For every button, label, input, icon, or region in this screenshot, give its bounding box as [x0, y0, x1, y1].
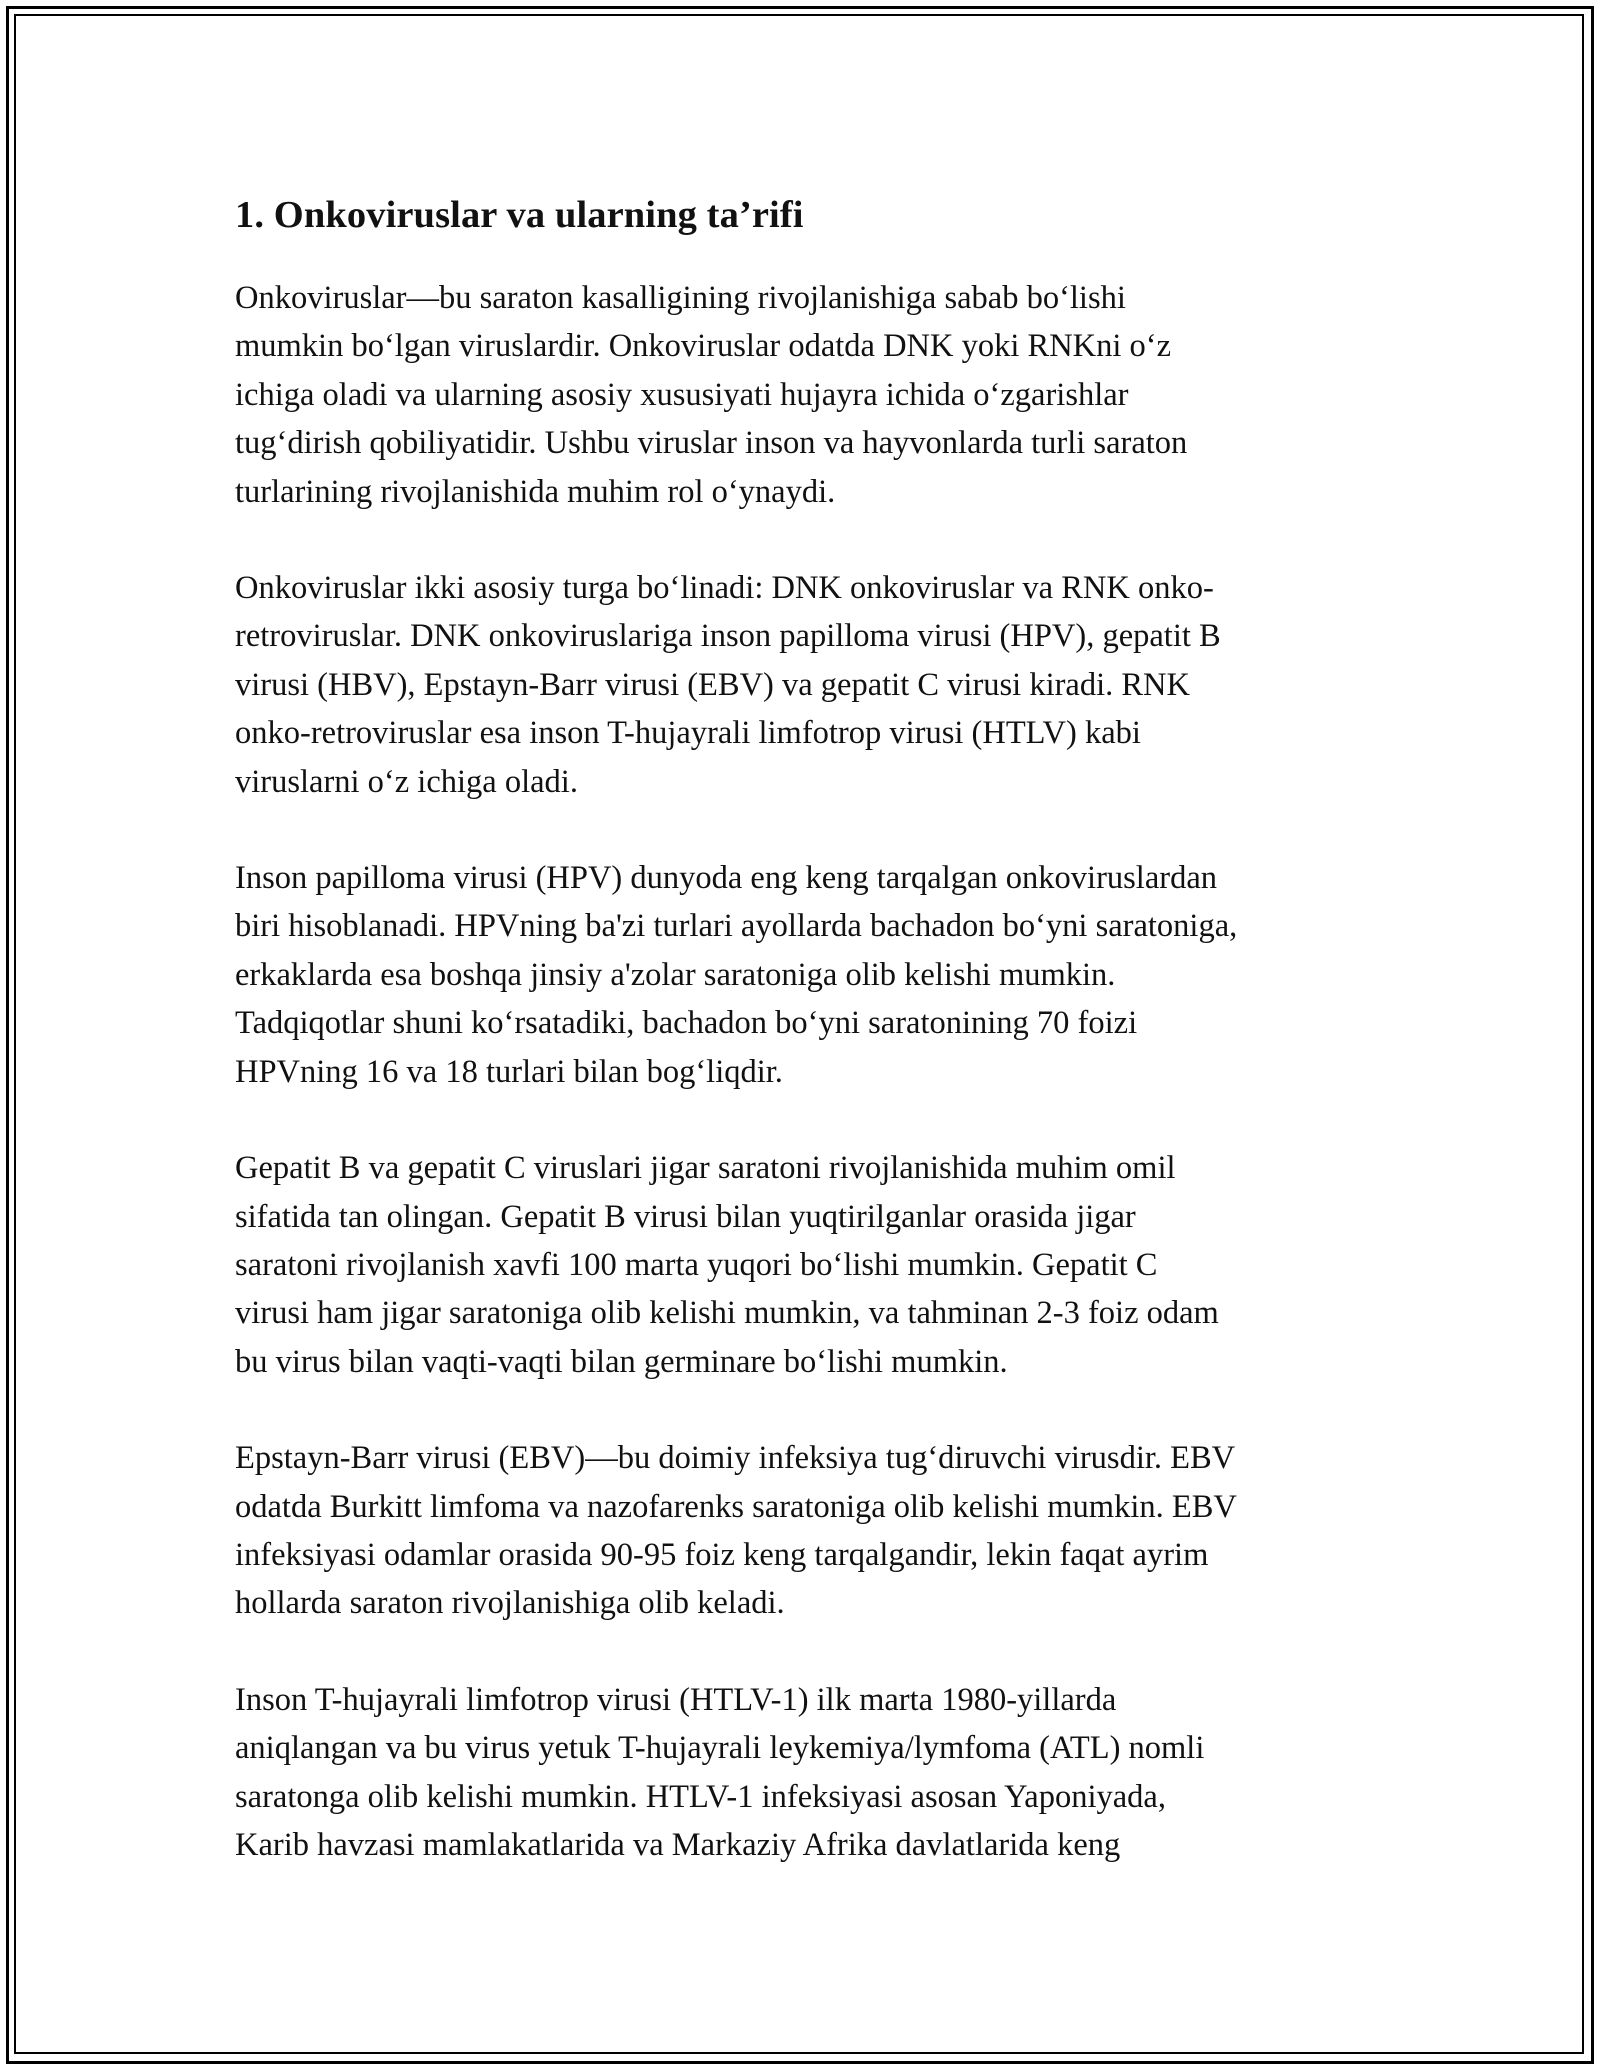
paragraph-htlv: Inson T-hujayrali limfotrop virusi (HTLV-1) ilk marta 1980-yillarda aniqlangan va bu virus yetuk T-hujayrali leykemiya/lymfoma (ATL) nomli saratonga olib kelishi mumkin. HTLV-1 infeksiyasi asosan Yaponiyada, Karib havzasi mamlakatlarida va Markaziy Afrika davlatlarida keng [235, 1681, 1205, 1863]
paragraph-hpv: Inson papilloma virusi (HPV) dunyoda eng keng tarqalgan onkoviruslardan biri hisoblanadi. HPVning ba'zi turlari ayollarda bachadon bo‘yni saratoniga, erkaklarda esa boshqa jinsiy a'zolar saratoniga olib kelishi mumkin. Tadqiqotlar shuni ko‘rsatadiki, bachadon bo‘yni saratonining 70 foizi HPVning 16 va 18 turlari bilan bog‘liqdir. [235, 860, 1238, 1090]
paragraph-ebv: Epstayn-Barr virusi (EBV)—bu doimiy infeksiya tug‘diruvchi virusdir. EBV odatda Burkitt limfoma va nazofarenks saratoniga olib kelishi mumkin. EBV infeksiyasi odamlar orasida 90-95 foiz keng tarqalgandir, lekin faqat ayrim hollarda saraton rivojlanishiga olib keladi. [235, 1440, 1237, 1622]
section-heading: 1. Onkoviruslar va ularning ta’rifi [235, 194, 804, 236]
paragraph-definition: Onkoviruslar—bu saraton kasalligining rivojlanishiga sabab bo‘lishi mumkin bo‘lgan viruslardir. Onkoviruslar odatda DNK yoki RNKni o‘z ichiga oladi va ularning asosiy xususiyati hujayra ichida o‘zgarishlar tug‘dirish qobiliyatidir. Ushbu viruslar inson va hayvonlarda turli saraton turlarining rivojlanishida muhim rol o‘ynaydi. [235, 280, 1188, 510]
document-body [235, 184, 1395, 1917]
paragraph-hepatitis: Gepatit B va gepatit C viruslari jigar saratoni rivojlanishida muhim omil sifatida tan olingan. Gepatit B virusi bilan yuqtirilganlar orasida jigar saratoni rivojlanish xavfi 100 marta yuqori bo‘lishi mumkin. Gepatit C virusi ham jigar saratoniga olib kelishi mumkin, va tahminan 2-3 foiz odam bu virus bilan vaqti-vaqti bilan germinare bo‘lishi mumkin. [235, 1150, 1219, 1380]
paragraph-classification: Onkoviruslar ikki asosiy turga bo‘linadi: DNK onkoviruslar va RNK onko- retroviruslar. DNK onkoviruslariga inson papilloma virusi (HPV), gepatit B virusi (HBV), Epstayn-Barr virusi (EBV) va gepatit C virusi kiradi. RNK onko-retroviruslar esa inson T-hujayrali limfotrop virusi (HTLV) kabi viruslarni o‘z ichiga oladi. [235, 570, 1221, 800]
